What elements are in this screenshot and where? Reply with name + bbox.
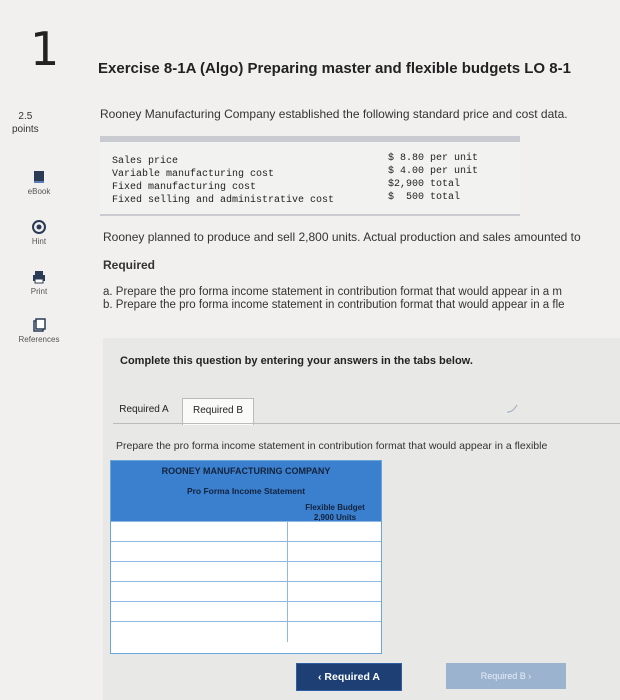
tab-required-b[interactable]: Required B — [182, 398, 254, 425]
income-statement-table — [110, 460, 382, 654]
table-row[interactable] — [111, 621, 381, 642]
cost-value: $ 4.00 per unit — [388, 166, 479, 177]
prepare-instructions: Prepare the pro forma income statement in contribution format that would appear in a flexible — [116, 440, 548, 452]
points-value: 2.5 — [18, 111, 33, 122]
sidebar-item-label: References — [18, 335, 60, 344]
tab-required-a[interactable]: Required A — [119, 404, 169, 415]
table-row[interactable] — [111, 561, 381, 582]
column-header-line2: 2,900 Units — [313, 513, 357, 522]
row-label-cell[interactable] — [111, 622, 288, 642]
row-label-cell[interactable] — [111, 542, 288, 562]
cost-data-table — [100, 136, 520, 216]
points-label: points — [12, 124, 39, 135]
table-row[interactable] — [111, 541, 381, 562]
column-header-line1: Flexible Budget — [305, 503, 365, 512]
requirement-b: b. Prepare the pro forma income statement in contribution format that would appear in a fle — [103, 299, 565, 311]
sidebar-item-label: Hint — [31, 237, 47, 246]
cost-label: Fixed selling and administrative cost — [112, 195, 335, 206]
table-row[interactable] — [111, 521, 381, 542]
complete-instructions: Complete this question by entering your answers in the tabs below. — [120, 355, 473, 367]
sidebar-item-hint[interactable] — [14, 220, 64, 246]
intro-text: Rooney Manufacturing Company established the following standard price and cost data. — [100, 107, 568, 121]
company-name: ROONEY MANUFACTURING COMPANY — [161, 466, 331, 476]
points-display — [12, 110, 39, 136]
required-heading: Required — [103, 258, 156, 272]
row-label-cell[interactable] — [111, 602, 288, 622]
next-button-label: Required B — [480, 671, 526, 681]
statement-header — [111, 461, 381, 521]
chevron-left-icon: ‹ — [317, 671, 325, 683]
next-required-button[interactable] — [446, 663, 566, 689]
ebook-icon — [33, 170, 45, 184]
row-label-cell[interactable] — [111, 522, 288, 542]
cost-value: $2,900 total — [388, 179, 461, 190]
cost-value: $ 500 total — [388, 192, 461, 203]
sidebar-item-references[interactable] — [14, 318, 64, 344]
cost-label: Sales price — [112, 156, 179, 167]
hint-icon — [32, 220, 46, 234]
cost-label: Fixed manufacturing cost — [112, 182, 257, 193]
checkmark-icon — [505, 403, 519, 415]
table-row[interactable] — [111, 601, 381, 622]
table-row[interactable] — [111, 581, 381, 602]
sidebar-item-ebook[interactable] — [14, 170, 64, 196]
statement-title: Pro Forma Income Statement — [186, 486, 306, 496]
prev-required-button[interactable] — [296, 663, 402, 691]
planned-text: Rooney planned to produce and sell 2,800 units. Actual production and sales amounted to — [103, 230, 581, 244]
sidebar-item-label: Print — [30, 287, 48, 296]
question-number: 1 — [30, 22, 60, 76]
cost-value: $ 8.80 per unit — [388, 153, 479, 164]
sidebar-item-print[interactable] — [14, 270, 64, 296]
requirement-a: a. Prepare the pro forma income statement in contribution format that would appear in a m — [103, 286, 562, 298]
row-label-cell[interactable] — [111, 582, 288, 602]
flexible-budget-header — [289, 503, 381, 523]
tab-divider — [113, 423, 620, 424]
row-label-cell[interactable] — [111, 562, 288, 582]
sidebar-item-label: eBook — [27, 187, 51, 196]
cost-label: Variable manufacturing cost — [112, 169, 275, 180]
chevron-right-icon: › — [525, 671, 532, 681]
exercise-title: Exercise 8-1A (Algo) Preparing master and flexible budgets LO 8-1 — [98, 60, 571, 77]
prev-button-label: Required A — [324, 671, 381, 683]
references-icon — [32, 318, 46, 332]
print-icon — [32, 270, 46, 284]
